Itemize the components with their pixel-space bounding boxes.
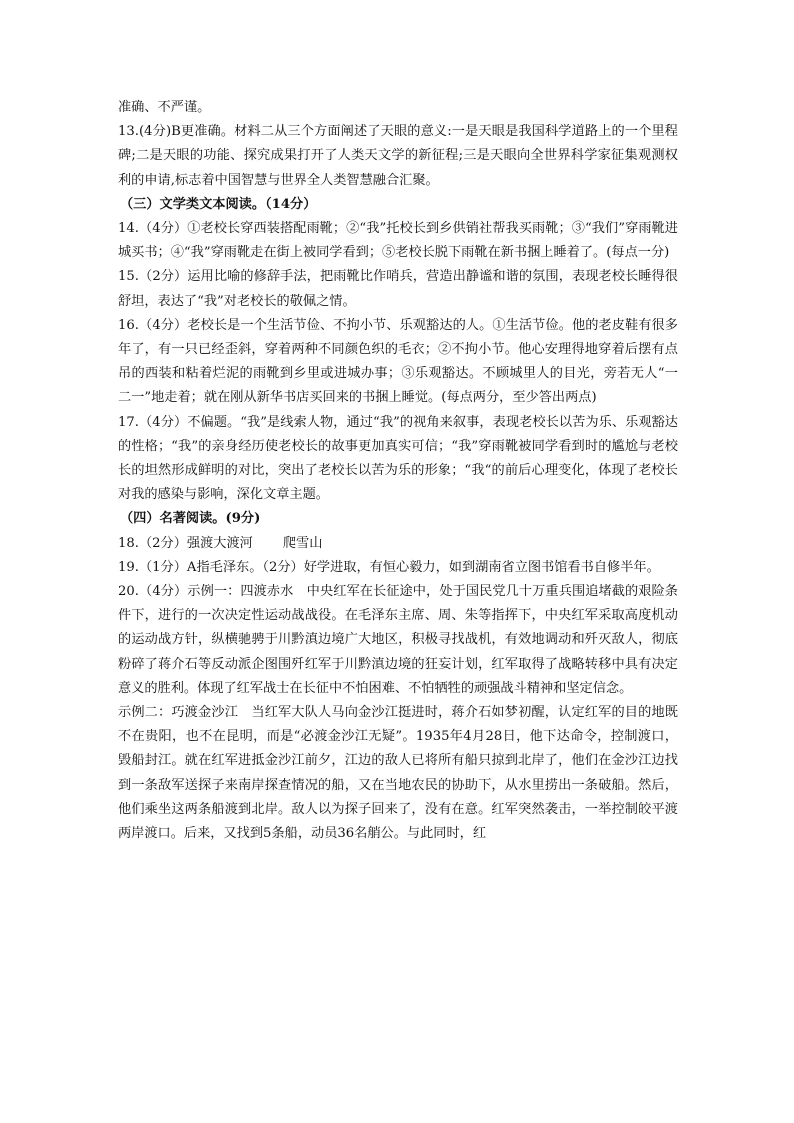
answer-key-page (118, 96, 678, 846)
section-heading-classics-reading: （四）名著阅读。(9分) (120, 511, 261, 527)
answer-15: 15.（2分）运用比喻的修辞手法，把雨靴比作哨兵，营造出静谧和谐的氛围，表现老校长睡得很舒坦，表达了“我”对老校长的敬佩之情。 (118, 269, 678, 309)
answer-18-part-1: 18.（2分）强渡大渡河 (118, 535, 253, 551)
answer-20-example-2: 示例二：巧渡金沙江 当红军大队人马向金沙江挺进时，蒋介石如梦初醒，认定红军的目的地既不在贵阳，也不在昆明，而是“必渡金沙江无疑”。1935年4月28日，他下达命令，控制渡口，毁船封江。就在红军进抵金沙江前夕，江边的敌人已将所有船只掠到北岸了，他们在金沙江边找到一条敌军送探子来南岸探查情况的船，又在当地农民的协助下，从水里捞出一条破船。然后，他们乘坐这两条船渡到北岸。敌人以为探子回来了，没有在意。红军突然袭击，一举控制皎平渡两岸渡口。后来，又找到5条船，动员36名艄公。与此同时，红 (118, 705, 678, 842)
answer-17: 17.（4分）不偏题。“我”是线索人物，通过“我”的视角来叙事，表现老校长以苦为乐、乐观豁达的性格；“我”的亲身经历使老校长的故事更加真实可信；“我”穿雨靴被同学看到时的尴尬与老校长的坦然形成鲜明的对比，突出了老校长以苦为乐的形象；“我“的前后心理变化，体现了老校长对我的感染与影响，深化文章主题。 (118, 414, 678, 503)
answer-13: 13.(4分)B更准确。材料二从三个方面阐述了天眼的意义:一是天眼是我国科学道路上的一个里程碑;二是天眼的功能、探究成果打开了人类天文学的新征程;三是天眼向全世界科学家征集观测权利的申请,标志着中国智慧与世界全人类智慧融合汇聚。 (118, 124, 678, 188)
answer-14: 14.（4分）①老校长穿西装搭配雨靴；②“我”托校长到乡供销社帮我买雨靴；③“我们”穿雨靴进城买书；④“我”穿雨靴走在街上被同学看到；⑤老校长脱下雨靴在新书捆上睡着了。(每点一分) (118, 221, 678, 261)
answer-20-example-1: 20.（4分）示例一：四渡赤水 中央红军在长征途中，处于国民党几十万重兵围追堵截的艰险条件下，进行的一次决定性运动战战役。在毛泽东主席、周、朱等指挥下，中央红军采取高度机动的运动战方针，纵横驰骋于川黔滇边境广大地区，积极寻找战机，有效地调动和歼灭敌人，彻底粉碎了蒋介石等反动派企图围歼红军于川黔滇边境的狂妄计划，红军取得了战略转移中具有决定意义的胜利。体现了红军战士在长征中不怕困难、不怕牺牲的顽强战斗精神和坚定信念。 (118, 584, 678, 696)
answer-19: 19.（1分）A指毛泽东。（2分）好学进取，有恒心毅力，如到湖南省立图书馆看书自修半年。 (118, 559, 660, 575)
answer-12-continuation: 准确、不严谨。 (118, 100, 211, 115)
answer-18 (118, 532, 678, 556)
answer-16: 16.（4分）老校长是一个生活节俭、不拘小节、乐观豁达的人。①生活节俭。他的老皮鞋有很多年了，有一只已经歪斜，穿着两种不同颜色织的毛衣；②不拘小节。他心安理得地穿着后摆有点吊的西装和粘着烂泥的雨靴到乡里或进城办事；③乐观豁达。不顾城里人的目光，旁若无人“一二一”地走着；就在刚从新华书店买回来的书捆上睡觉。(每点两分，至少答出两点) (118, 317, 678, 406)
answer-18-part-2: 爬雪山 (282, 535, 323, 551)
section-heading-literary-reading: （三）文学类文本阅读。（14分） (120, 196, 317, 212)
